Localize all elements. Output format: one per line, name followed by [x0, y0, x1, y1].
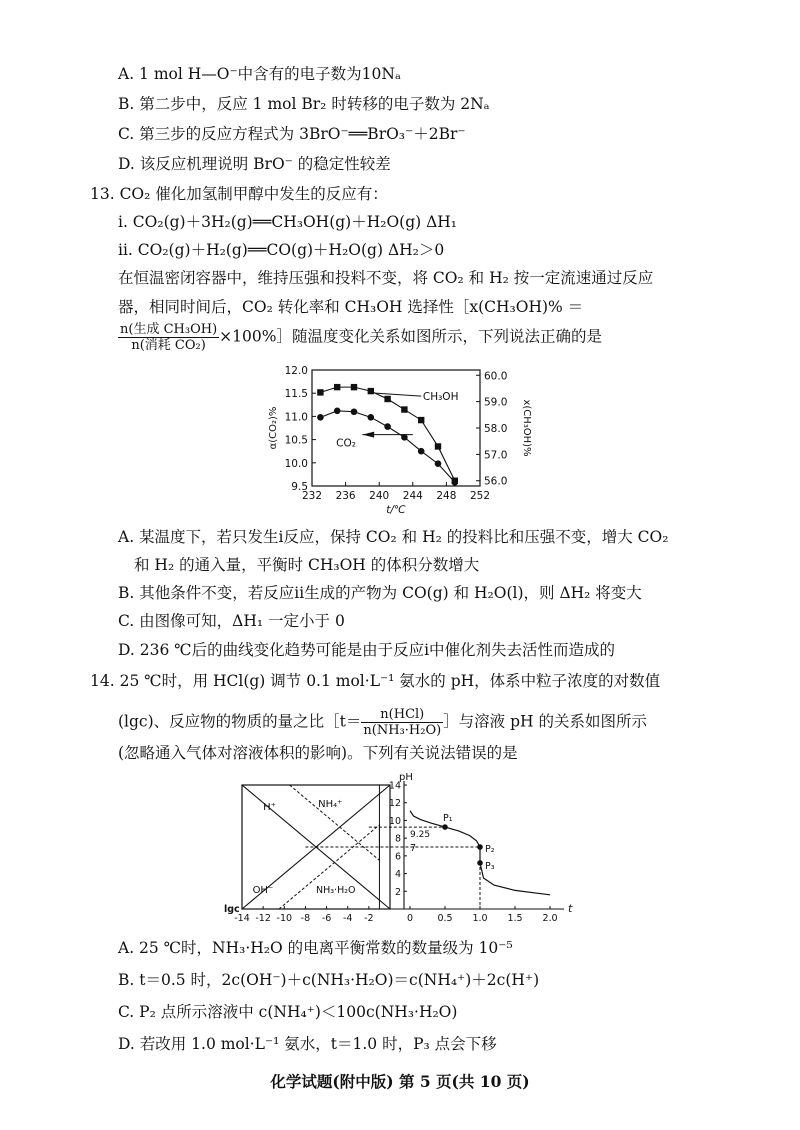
y-tick-label: 11.0 — [284, 411, 308, 424]
y-right-tick-label: 57.0 — [484, 449, 508, 462]
lgc-axis-label: lgc — [224, 904, 240, 915]
page-footer: 化学试题(附中版) 第 5 页(共 10 页) — [270, 1072, 530, 1091]
lgc-tick-label: -2 — [364, 913, 374, 924]
data-point-ch3oh — [334, 384, 340, 390]
ph-tick-label: 6 — [394, 851, 401, 863]
q12-option-a: A. 1 mol H—O⁻中含有的电子数为10Nₐ — [118, 65, 401, 83]
ph-tick-label: 8 — [394, 833, 401, 845]
q13-text-3-line — [118, 322, 602, 353]
q14-option-c: C. P₂ 点所示溶液中 c(NH₄⁺)＜100c(NH₃·H₂O) — [118, 1003, 458, 1021]
data-point-ch3oh — [384, 396, 390, 402]
x-tick-label: 236 — [335, 490, 356, 502]
selectivity-numerator: n(生成 CH₃OH) — [120, 322, 218, 337]
y-tick-label: 11.5 — [284, 388, 308, 401]
q13-option-a-line2: 和 H₂ 的通入量，平衡时 CH₃OH 的体积分数增大 — [134, 556, 480, 574]
ph-tick-label: 4 — [394, 869, 401, 881]
data-point-co2 — [368, 414, 375, 421]
q14-option-b: B. t＝0.5 时，2c(OH⁻)＋c(NH₃·H₂O)＝c(NH₄⁺)＋2c(H⁺) — [118, 971, 540, 989]
point-label-p1: P₁ — [443, 813, 453, 825]
ph-tick-label: 10 — [388, 815, 401, 827]
selectivity-fraction — [118, 322, 219, 353]
q13-stem: 13. CO₂ 催化加氢制甲醇中发生的反应有： — [90, 185, 388, 203]
t-tick-label: 1.5 — [507, 913, 523, 924]
nh4-plus-line — [290, 785, 380, 860]
x-tick-label: 240 — [369, 490, 390, 502]
y-tick-label: 9.5 — [291, 481, 308, 493]
t-tick-label: 1.0 — [472, 913, 488, 924]
q14-stem-2b: ］与溶液 pH 的关系如图所示 — [443, 712, 647, 731]
co2-arrow-head — [362, 432, 374, 438]
q13-text-2: 器，相同时间后，CO₂ 转化率和 CH₃OH 选择性［x(CH₃OH)% ＝ — [118, 298, 584, 316]
q13-text-3: ×100%］随温度变化关系如图所示，下列说法正确的是 — [219, 327, 602, 346]
data-point-ch3oh — [317, 389, 323, 395]
q12-option-d: D. 该反应机理说明 BrO⁻ 的稳定性较差 — [118, 155, 391, 173]
data-point-co2 — [418, 448, 425, 455]
y-tick-label: 12.0 — [284, 365, 308, 377]
q13-option-a-line1: A. 某温度下，若只发生ⅰ反应，保持 CO₂ 和 H₂ 的投料比和压强不变，增大 CO₂ — [118, 528, 669, 546]
y-tick-label: 10.5 — [284, 434, 308, 447]
q12-option-c: C. 第三步的反应方程式为 3BrO⁻══BrO₃⁻＋2Br⁻ — [118, 125, 466, 143]
species-label-nh4-plus: NH₄⁺ — [318, 799, 343, 811]
q13-option-c: C. 由图像可知，ΔH₁ 一定小于 0 — [118, 612, 345, 630]
q13-reaction-i: ⅰ. CO₂(g)＋3H₂(g)══CH₃OH(g)＋H₂O(g) ΔH₁ — [118, 213, 458, 231]
y-axis-label: α(CO₂)% — [268, 406, 279, 450]
data-point-co2 — [351, 408, 358, 415]
ph-tick-label: 12 — [388, 798, 401, 810]
y-tick-label: 10.0 — [284, 457, 308, 470]
ph-axis-label: pH — [399, 772, 413, 783]
y-right-tick-label: 60.0 — [484, 370, 508, 383]
y-right-tick-label: 56.0 — [484, 475, 508, 488]
series-label-co2: CO₂ — [336, 437, 356, 450]
data-point-co2 — [452, 479, 459, 486]
point-label-p3: P₃ — [485, 860, 495, 872]
data-point-ch3oh — [418, 417, 424, 423]
ratio-numerator: n(HCl) — [361, 707, 443, 723]
lgc-tick-label: -14 — [234, 913, 250, 924]
data-point-ch3oh — [368, 388, 374, 394]
lgc-tick-label: -8 — [300, 913, 311, 924]
x-axis-label: t/℃ — [386, 504, 406, 516]
t-tick-label: 0.5 — [437, 913, 453, 924]
x-tick-label: 248 — [436, 490, 457, 502]
q13-option-b: B. 其他条件不变，若反应ⅱ生成的产物为 CO(g) 和 H₂O(l)，则 ΔH₂ 将变大 — [118, 584, 642, 602]
data-point-ch3oh — [351, 384, 357, 390]
q14-option-a: A. 25 ℃时，NH₃·H₂O 的电离平衡常数的数量级为 10⁻⁵ — [118, 939, 513, 957]
q13-text-1: 在恒温密闭容器中，维持压强和投料不变，将 CO₂ 和 H₂ 按一定流速通过反应 — [118, 269, 654, 287]
data-point-co2 — [334, 408, 341, 415]
q14-option-d: D. 若改用 1.0 mol·L⁻¹ 氨水，t＝1.0 时，P₃ 点会下移 — [118, 1035, 497, 1053]
q13-option-d: D. 236 ℃后的曲线变化趋势可能是由于反应ⅰ中催化剂失去活性而造成的 — [118, 641, 616, 659]
point-marker-p3 — [477, 860, 483, 866]
q14-stem-1: 14. 25 ℃时，用 HCl(g) 调节 0.1 mol·L⁻¹ 氨水的 pH，体系中粒子浓度的对数值 — [90, 672, 661, 690]
x-tick-label: 232 — [301, 490, 323, 502]
point-marker-p1 — [442, 824, 448, 830]
lgc-tick-label: -4 — [342, 913, 353, 924]
t-tick-label: 0 — [406, 913, 414, 924]
point-label-p2: P₂ — [485, 844, 495, 855]
q13-chart — [262, 360, 532, 520]
y-right-tick-label: 58.0 — [484, 423, 508, 435]
data-point-ch3oh — [401, 406, 407, 412]
nh3-h2o-line — [279, 825, 379, 909]
q14-stem-2a: (lgc)、反应物的物质的量之比［t＝ — [118, 712, 362, 731]
y-right-tick-label: 59.0 — [484, 396, 508, 409]
series-label-ch3oh: CH₃OH — [422, 391, 459, 404]
t-tick-label: 2.0 — [542, 913, 558, 924]
species-label-nh3-h2o: NH₃·H₂O — [316, 885, 356, 897]
q14-chart — [222, 772, 582, 936]
data-point-co2 — [317, 414, 324, 421]
q14-stem-3: (忽略通入气体对溶液体积的影响)。下列有关说法错误的是 — [118, 744, 518, 762]
ph-mark-7: 7 — [410, 843, 417, 854]
ch3oh-arrow-line — [375, 393, 421, 396]
data-point-co2 — [435, 460, 442, 467]
ratio-fraction — [361, 707, 443, 738]
t-axis-label: t — [568, 902, 573, 915]
y-right-axis-label: x(CH₃OH)% — [521, 399, 532, 457]
ratio-denominator: n(NH₃·H₂O) — [363, 723, 442, 738]
lgc-tick-label: -6 — [321, 913, 332, 924]
lgc-tick-label: -10 — [276, 913, 293, 924]
ph-tick-label: 2 — [394, 886, 401, 898]
data-point-co2 — [384, 423, 391, 430]
point-marker-p2 — [477, 844, 483, 850]
species-label-oh-minus: OH⁻ — [252, 885, 274, 897]
q13-reaction-ii: ⅱ. CO₂(g)＋H₂(g)══CO(g)＋H₂O(g) ΔH₂＞0 — [118, 241, 445, 259]
q12-option-b: B. 第二步中，反应 1 mol Br₂ 时转移的电子数为 2Nₐ — [118, 95, 490, 113]
ph-tick-label: 14 — [388, 780, 401, 792]
selectivity-denominator: n(消耗 CO₂) — [131, 338, 206, 353]
ph-mark-9-25: 9.25 — [410, 830, 431, 841]
lgc-tick-label: -12 — [255, 913, 271, 924]
species-label-h-plus: H⁺ — [263, 801, 276, 813]
q14-stem-2 — [118, 707, 647, 738]
data-point-ch3oh — [435, 443, 441, 449]
x-tick-label: 252 — [469, 490, 491, 502]
x-tick-label: 244 — [402, 490, 423, 502]
